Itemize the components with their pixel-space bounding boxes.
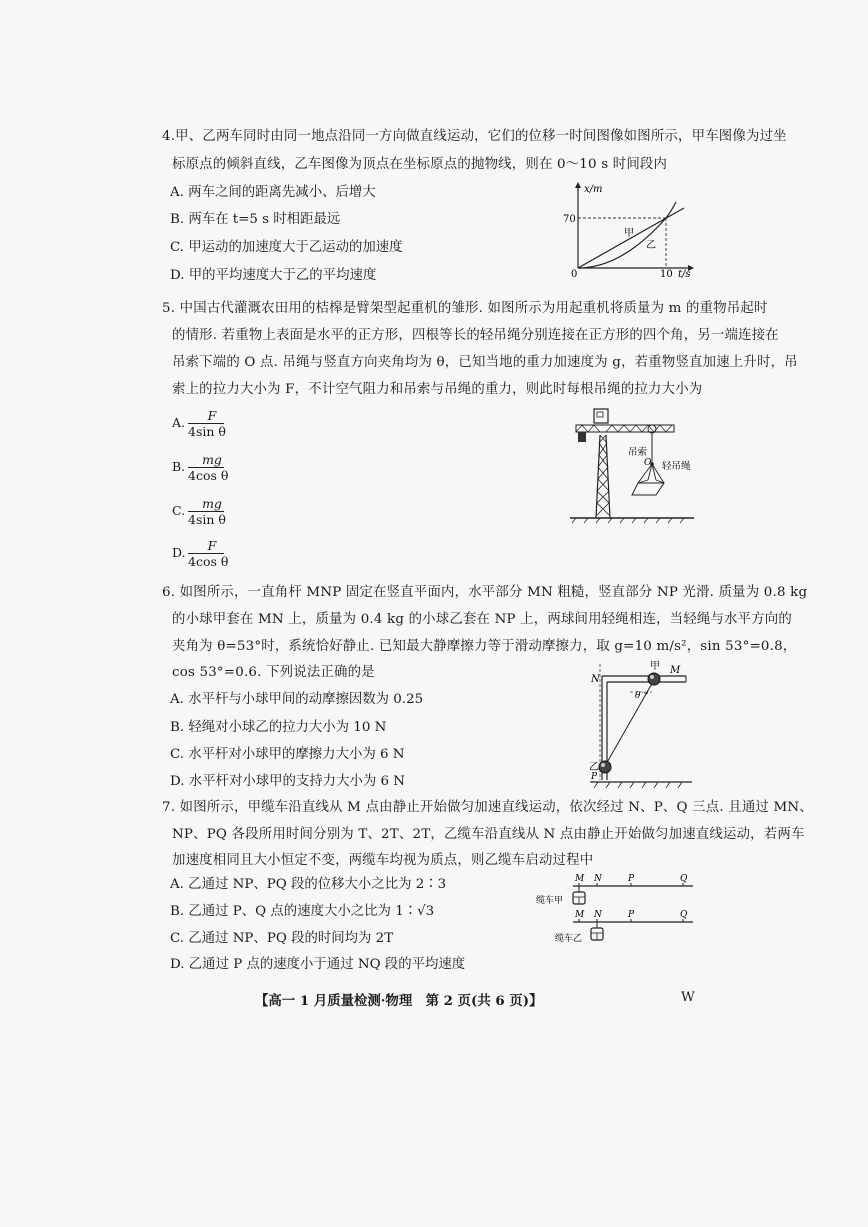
q4-label-jia: 甲 [624, 228, 634, 239]
q7-option-a: A. 乙通过 NP、PQ 段的位移大小之比为 2∶3 [170, 877, 447, 892]
q5-label-o: O [644, 458, 652, 468]
q6-label-m: M [670, 665, 681, 676]
q4-stem-line-1: 4.甲、乙两车同时由同一地点沿同一方向做直线运动，它们的位移一时间图像如图所示，甲车图像为过坐 [162, 129, 787, 144]
q4-option-b: B. 两车在 t=5 s 时相距最远 [170, 212, 341, 227]
q7-bottom-point-q: Q [680, 910, 688, 920]
q5-option-d-label: D. [172, 545, 186, 560]
q6-option-a: A. 水平杆与小球甲间的动摩擦因数为 0.25 [170, 692, 424, 707]
q6-option-d: D. 水平杆对小球甲的支持力大小为 6 N [170, 774, 405, 789]
q4-y-tick: 70 [563, 214, 576, 225]
q7-label-car-yi: 缆车乙 [555, 934, 583, 944]
q5-option-b-label: B. [172, 459, 186, 474]
q4-stem-line-2: 标原点的倾斜直线，乙车图像为顶点在坐标原点的抛物线，则在 0～10 s 时间段内 [172, 157, 668, 172]
q5-option-c-denominator: 4sin θ [188, 512, 226, 527]
q4-x-axis-label: t/s [678, 269, 691, 278]
page-mark: W [681, 990, 695, 1005]
q7-top-point-m: M [575, 874, 585, 884]
q4-y-axis-label: x/m [584, 184, 603, 195]
q4-option-a: A. 两车之间的距离先减小、后增大 [170, 185, 376, 200]
q4-xt-graph [560, 178, 700, 278]
q7-top-point-n: N [594, 874, 602, 884]
q5-label-rope: 轻吊绳 [662, 461, 691, 472]
q5-stem-line-3: 吊索下端的 O 点. 吊绳与竖直方向夹角均为 θ，已知当地的重力加速度为 g，若重物竖直加速上升时，吊 [172, 355, 798, 370]
q6-stem-line-4: cos 53°=0.6. 下列说法正确的是 [172, 665, 375, 680]
q7-stem-line-3: 加速度相同且大小恒定不变，两缆车均视为质点，则乙缆车启动过程中 [172, 853, 594, 868]
q5-stem-line-1: 5. 中国古代灌溉农田用的桔槔是臂架型起重机的雏形. 如图所示为用起重机将质量为 m 的重物吊起时 [162, 301, 768, 316]
q5-option-c-label: C. [172, 503, 186, 518]
q6-label-yi: 乙 [589, 762, 599, 773]
q7-option-c: C. 乙通过 NP、PQ 段的时间均为 2T [170, 931, 394, 946]
q7-bottom-point-n: N [594, 910, 602, 920]
q5-stem-line-2: 的情形. 若重物上表面是水平的正方形，四根等长的轻吊绳分别连接在正方形的四个角，另一端连接在 [172, 328, 779, 343]
q5-option-a-numerator: F [207, 408, 217, 423]
q6-label-n: N [591, 674, 600, 685]
q5-option-d-denominator: 4cos θ [188, 554, 229, 569]
q5-option-b-numerator: mg [202, 452, 222, 467]
q6-label-jia: 甲 [650, 661, 660, 672]
q4-x-tick: 10 [660, 269, 673, 278]
q5-label-cable: 吊索 [628, 447, 648, 458]
q6-rod-figure [588, 658, 693, 790]
q6-label-theta: θ [635, 691, 641, 701]
q5-option-a-denominator: 4sin θ [188, 424, 226, 439]
q4-origin: 0 [571, 269, 578, 278]
q7-label-car-jia: 缆车甲 [536, 896, 564, 906]
q6-stem-line-3: 夹角为 θ=53°时，系统恰好静止. 已知最大静摩擦力等于滑动摩擦力，取 g=10 m/s²，sin 53°=0.8， [172, 639, 797, 654]
q5-stem-line-4: 索上的拉力大小为 F，不计空气阻力和吊索与吊绳的重力，则此时每根吊绳的拉力大小为 [172, 382, 703, 397]
q4-label-yi: 乙 [646, 240, 656, 251]
q7-option-d: D. 乙通过 P 点的速度小于通过 NQ 段的平均速度 [170, 957, 466, 972]
q7-stem-line-1: 7. 如图所示，甲缆车沿直线从 M 点由静止开始做匀加速直线运动，依次经过 N、P、Q 三点. 且通过 MN、 [162, 800, 813, 815]
q7-bottom-point-p: P [628, 910, 635, 920]
q6-stem-line-2: 的小球甲套在 MN 上，质量为 0.4 kg 的小球乙套在 NP 上，两球间用轻绳相连，当轻绳与水平方向的 [172, 612, 792, 627]
q7-cable-car-figure [533, 870, 698, 952]
page-footer: 【高一 1 月质量检测·物理 第 2 页(共 6 页)】 [255, 993, 543, 1009]
q5-option-a-label: A. [172, 415, 186, 430]
q5-option-b-denominator: 4cos θ [188, 468, 229, 483]
q7-top-point-q: Q [680, 874, 688, 884]
q4-option-c: C. 甲运动的加速度大于乙运动的加速度 [170, 240, 403, 255]
q5-option-c-numerator: mg [202, 496, 222, 511]
q6-option-b: B. 轻绳对小球乙的拉力大小为 10 N [170, 720, 387, 735]
q6-option-c: C. 水平杆对小球甲的摩擦力大小为 6 N [170, 747, 405, 762]
q6-label-p: P [591, 772, 598, 782]
q4-option-d: D. 甲的平均速度大于乙的平均速度 [170, 268, 377, 283]
q7-bottom-point-m: M [575, 910, 585, 920]
q5-crane-figure [568, 405, 698, 525]
q5-option-d-numerator: F [207, 538, 217, 553]
q7-stem-line-2: NP、PQ 各段所用时间分别为 T、2T、2T，乙缆车沿直线从 N 点由静止开始做匀加速直线运动，若两车 [172, 827, 805, 842]
q7-option-b: B. 乙通过 P、Q 点的速度大小之比为 1∶√3 [170, 904, 435, 919]
q6-stem-line-1: 6. 如图所示，一直角杆 MNP 固定在竖直平面内，水平部分 MN 粗糙，竖直部分 NP 光滑. 质量为 0.8 kg [162, 585, 808, 600]
q7-top-point-p: P [628, 874, 635, 884]
